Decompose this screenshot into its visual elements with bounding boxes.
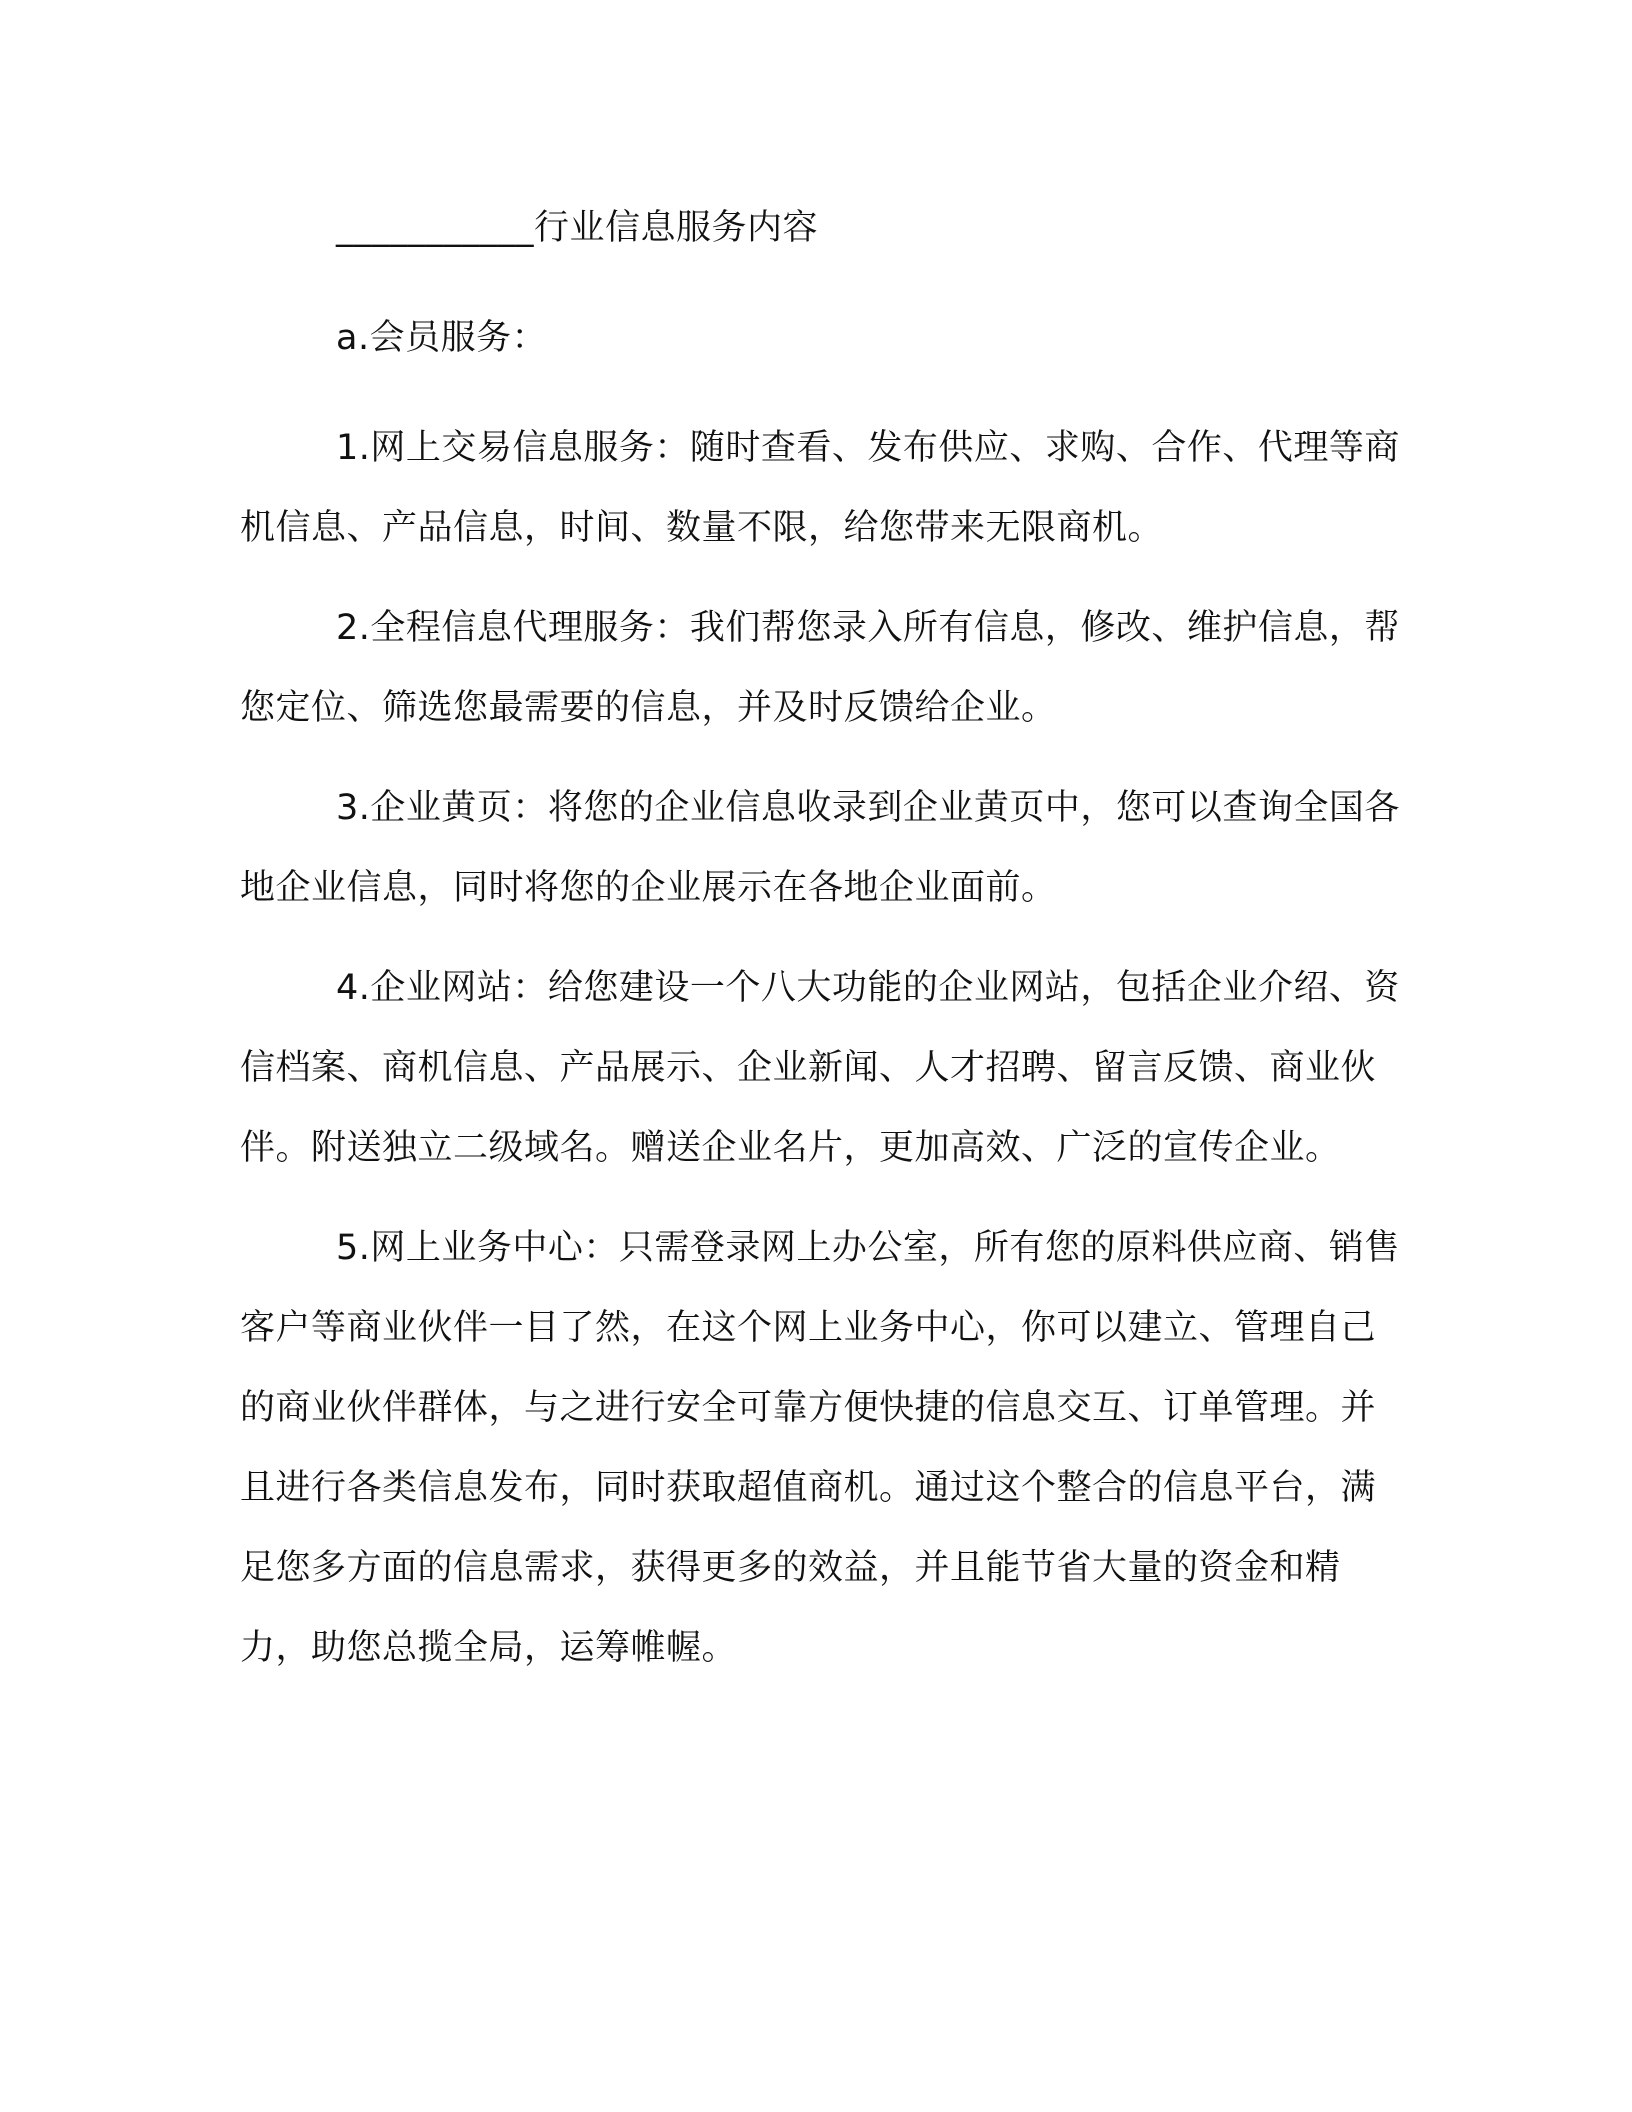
service-item-4: 4.企业网站：给您建设一个八大功能的企业网站，包括企业介绍、资信档案、商机信息、产品展示、企业新闻、人才招聘、留言反馈、商业伙伴。附送独立二级域名。赠送企业名片，更加高效、广泛的宣传企业。 <box>240 968 1400 1168</box>
document-page <box>240 188 1400 1708</box>
section-heading: a.会员服务： <box>336 318 548 358</box>
service-item-5: 5.网上业务中心：只需登录网上办公室，所有您的原料供应商、销售客户等商业伙伴一目了然，在这个网上业务中心，你可以建立、管理自己的商业伙伴群体，与之进行安全可靠方便快捷的信息交互、订单管理。并且进行各类信息发布，同时获取超值商机。通过这个整合的信息平台，满足您多方面的信息需求，获得更多的效益，并且能节省大量的资金和精力，助您总揽全局，运筹帷幄。 <box>240 1228 1400 1668</box>
service-item-2: 2.全程信息代理服务：我们帮您录入所有信息，修改、维护信息，帮您定位、筛选您最需要的信息，并及时反馈给企业。 <box>240 608 1400 728</box>
service-item-1: 1.网上交易信息服务：随时查看、发布供应、求购、合作、代理等商机信息、产品信息，时间、数量不限，给您带来无限商机。 <box>240 428 1400 548</box>
service-item-3: 3.企业黄页：将您的企业信息收录到企业黄页中，您可以查询全国各地企业信息，同时将您的企业展示在各地企业面前。 <box>240 788 1400 908</box>
document-title: ___________行业信息服务内容 <box>336 208 819 248</box>
